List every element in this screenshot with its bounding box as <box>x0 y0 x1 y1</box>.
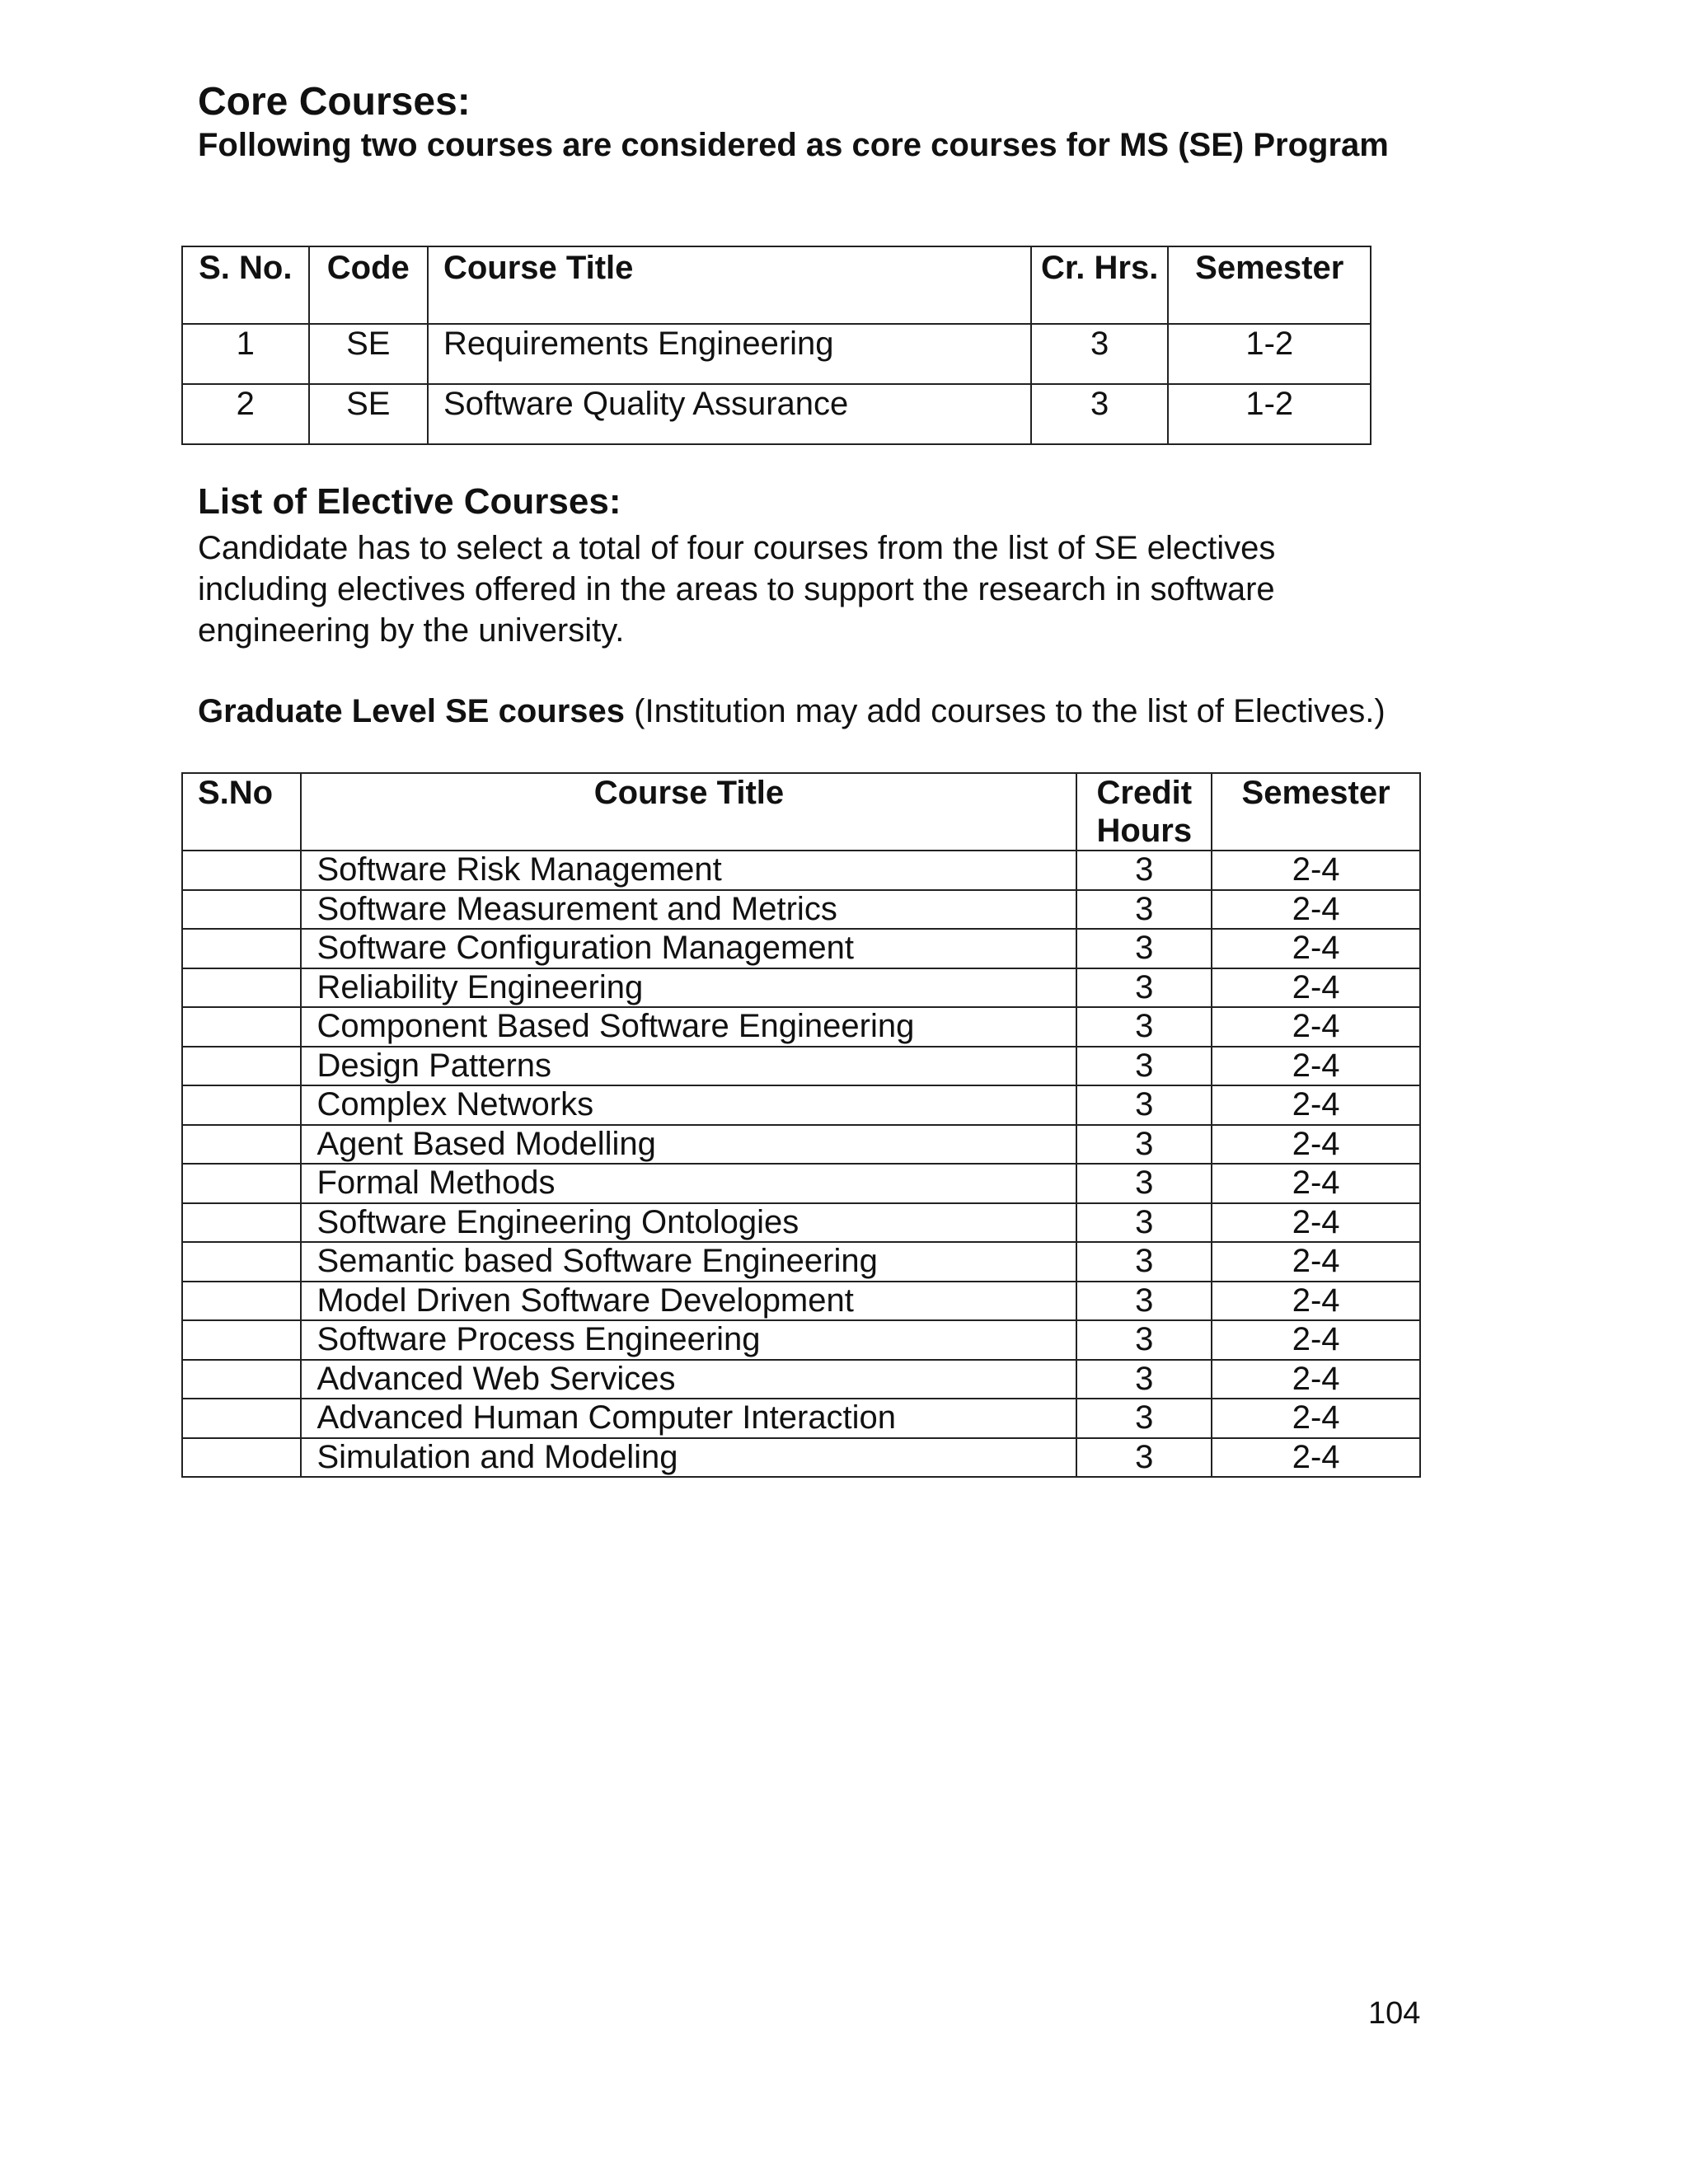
elective-table-row <box>182 1047 1420 1086</box>
elective-cell-credit: 3 <box>1076 1047 1212 1086</box>
elective-cell-title: Software Engineering Ontologies <box>301 1203 1076 1243</box>
elective-col-credit-header: Credit Hours <box>1076 773 1212 851</box>
core-cell-semester: 1-2 <box>1168 384 1371 444</box>
elective-table-row <box>182 1242 1420 1282</box>
elective-cell-sno <box>182 1125 301 1165</box>
elective-cell-title: Reliability Engineering <box>301 968 1076 1008</box>
elective-cell-title: Software Measurement and Metrics <box>301 890 1076 930</box>
core-cell-hrs: 3 <box>1031 384 1169 444</box>
graduate-level-paragraph <box>198 691 1423 732</box>
elective-courses-table <box>181 772 1421 1478</box>
elective-table-row <box>182 851 1420 890</box>
elective-cell-sno <box>182 1438 301 1478</box>
core-cell-semester: 1-2 <box>1168 324 1371 384</box>
elective-cell-credit: 3 <box>1076 1320 1212 1360</box>
elective-cell-semester: 2-4 <box>1212 1203 1420 1243</box>
elective-cell-credit: 3 <box>1076 1242 1212 1282</box>
elective-cell-title: Advanced Web Services <box>301 1360 1076 1399</box>
elective-cell-credit: 3 <box>1076 1085 1212 1125</box>
elective-col-sno-header: S.No <box>182 773 301 851</box>
elective-cell-title: Design Patterns <box>301 1047 1076 1086</box>
core-col-code-header: Code <box>309 246 428 324</box>
elective-cell-sno <box>182 851 301 890</box>
elective-cell-semester: 2-4 <box>1212 1125 1420 1165</box>
elective-cell-credit: 3 <box>1076 1007 1212 1047</box>
elective-cell-sno <box>182 929 301 968</box>
core-col-semester-header: Semester <box>1168 246 1371 324</box>
elective-table-row <box>182 1438 1420 1478</box>
elective-cell-sno <box>182 1164 301 1203</box>
core-col-sno-header: S. No. <box>182 246 309 324</box>
elective-cell-semester: 2-4 <box>1212 1399 1420 1438</box>
elective-cell-credit: 3 <box>1076 1203 1212 1243</box>
elective-cell-credit: 3 <box>1076 890 1212 930</box>
elective-cell-semester: 2-4 <box>1212 1085 1420 1125</box>
core-cell-title: Software Quality Assurance <box>428 384 1031 444</box>
elective-table-row <box>182 1164 1420 1203</box>
elective-cell-sno <box>182 1360 301 1399</box>
elective-cell-sno <box>182 1203 301 1243</box>
elective-cell-title: Software Risk Management <box>301 851 1076 890</box>
elective-table-row <box>182 1085 1420 1125</box>
elective-cell-semester: 2-4 <box>1212 1320 1420 1360</box>
elective-cell-semester: 2-4 <box>1212 1438 1420 1478</box>
elective-table-row <box>182 929 1420 968</box>
elective-cell-title: Model Driven Software Development <box>301 1282 1076 1321</box>
elective-table-row <box>182 1007 1420 1047</box>
elective-cell-credit: 3 <box>1076 1164 1212 1203</box>
elective-table-row <box>182 1282 1420 1321</box>
elective-cell-semester: 2-4 <box>1212 851 1420 890</box>
core-table-header-row <box>182 246 1371 324</box>
elective-cell-title: Software Configuration Management <box>301 929 1076 968</box>
elective-cell-semester: 2-4 <box>1212 1360 1420 1399</box>
core-col-hrs-header: Cr. Hrs. <box>1031 246 1169 324</box>
elective-cell-sno <box>182 1085 301 1125</box>
elective-cell-sno <box>182 968 301 1008</box>
elective-cell-title: Simulation and Modeling <box>301 1438 1076 1478</box>
elective-cell-semester: 2-4 <box>1212 1242 1420 1282</box>
core-courses-table <box>181 246 1372 445</box>
elective-cell-semester: 2-4 <box>1212 929 1420 968</box>
elective-cell-title: Software Process Engineering <box>301 1320 1076 1360</box>
elective-cell-semester: 2-4 <box>1212 968 1420 1008</box>
core-courses-heading: Core Courses: <box>198 80 471 124</box>
graduate-level-label: Graduate Level SE courses <box>198 693 626 729</box>
elective-cell-semester: 2-4 <box>1212 1164 1420 1203</box>
elective-col-semester-header: Semester <box>1212 773 1420 851</box>
elective-table-header-row <box>182 773 1420 851</box>
elective-table-row <box>182 1125 1420 1165</box>
elective-cell-credit: 3 <box>1076 1399 1212 1438</box>
elective-courses-description: Candidate has to select a total of four courses from the list of SE electives including electives offered in the areas to support the research in software engineering by the university. <box>198 530 1276 649</box>
elective-col-title-header: Course Title <box>301 773 1076 851</box>
elective-table-row <box>182 1399 1420 1438</box>
elective-cell-semester: 2-4 <box>1212 1007 1420 1047</box>
elective-cell-semester: 2-4 <box>1212 1047 1420 1086</box>
elective-cell-sno <box>182 890 301 930</box>
elective-cell-sno <box>182 1047 301 1086</box>
elective-cell-title: Component Based Software Engineering <box>301 1007 1076 1047</box>
core-cell-title: Requirements Engineering <box>428 324 1031 384</box>
core-courses-subheading: Following two courses are considered as core courses for MS (SE) Program <box>198 127 1389 163</box>
elective-cell-credit: 3 <box>1076 1125 1212 1165</box>
elective-cell-credit: 3 <box>1076 1282 1212 1321</box>
elective-table-row <box>182 1320 1420 1360</box>
elective-cell-credit: 3 <box>1076 929 1212 968</box>
elective-courses-heading: List of Elective Courses: <box>198 481 621 522</box>
core-cell-sno: 1 <box>182 324 309 384</box>
elective-cell-sno <box>182 1282 301 1321</box>
elective-cell-sno <box>182 1399 301 1438</box>
elective-table-row <box>182 1203 1420 1243</box>
elective-table-row <box>182 1360 1420 1399</box>
elective-cell-credit: 3 <box>1076 851 1212 890</box>
elective-cell-semester: 2-4 <box>1212 890 1420 930</box>
elective-cell-title: Agent Based Modelling <box>301 1125 1076 1165</box>
elective-table-row <box>182 968 1420 1008</box>
elective-cell-title: Complex Networks <box>301 1085 1076 1125</box>
elective-cell-sno <box>182 1007 301 1047</box>
core-col-title-header: Course Title <box>428 246 1031 324</box>
core-cell-hrs: 3 <box>1031 324 1169 384</box>
elective-cell-credit: 3 <box>1076 968 1212 1008</box>
elective-cell-title: Semantic based Software Engineering <box>301 1242 1076 1282</box>
page-number: 104 <box>1368 1996 1421 2031</box>
core-table-row <box>182 384 1371 444</box>
elective-cell-credit: 3 <box>1076 1438 1212 1478</box>
core-table-row <box>182 324 1371 384</box>
core-cell-code: SE <box>309 384 428 444</box>
elective-cell-sno <box>182 1320 301 1360</box>
elective-cell-credit: 3 <box>1076 1360 1212 1399</box>
elective-cell-title: Advanced Human Computer Interaction <box>301 1399 1076 1438</box>
graduate-level-note: (Institution may add courses to the list of Electives.) <box>625 693 1386 729</box>
elective-cell-semester: 2-4 <box>1212 1282 1420 1321</box>
elective-cell-sno <box>182 1242 301 1282</box>
elective-cell-title: Formal Methods <box>301 1164 1076 1203</box>
core-cell-code: SE <box>309 324 428 384</box>
elective-table-row <box>182 890 1420 930</box>
core-cell-sno: 2 <box>182 384 309 444</box>
